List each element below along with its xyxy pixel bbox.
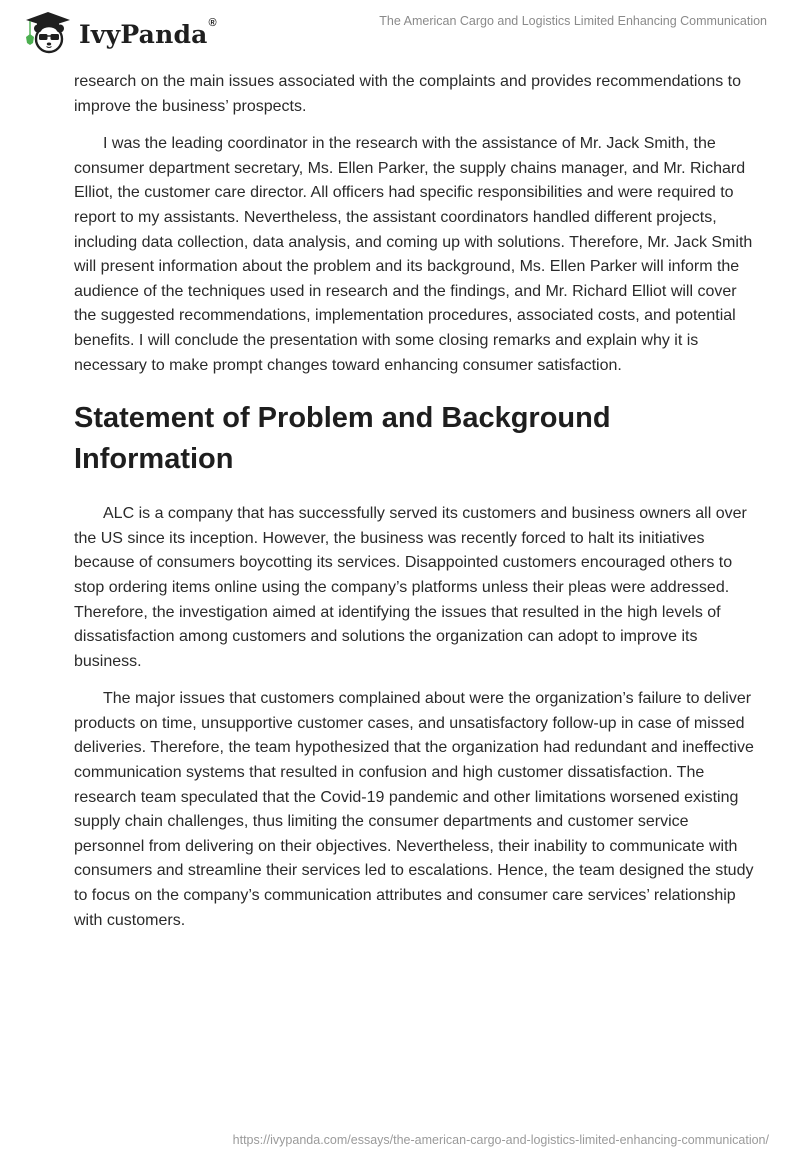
panda-graduate-icon — [20, 10, 76, 54]
brand-name — [79, 16, 217, 49]
paragraph-continuation: research on the main issues associated with the complaints and provides recommendations to improve the business’ prospects. — [74, 73, 742, 115]
paragraph-alc-background: ALC is a company that has successfully served its customers and business owners all over the US since its inception. However, the business was recently forced to halt its initiatives because of consumers boycotting its services. Disappointed customers encouraged others to stop ordering items online using the company’s platforms unless their pleas were addressed. Therefore, the investigation aimed at identifying the issues that resulted in the high levels of dissatisfaction among customers and solutions the organization can adopt to improve its business. — [74, 505, 747, 670]
ivypanda-logo[interactable] — [20, 10, 217, 54]
essay-content — [74, 70, 754, 946]
page-header — [0, 0, 800, 60]
brand-name-text: IvyPanda — [79, 19, 208, 49]
document-title: The American Cargo and Logistics Limited Enhancing Communication — [379, 14, 767, 28]
paragraph-major-issues: The major issues that customers complained about were the organization’s failure to deliver products on time, unsupportive customer cases, and unsatisfactory follow-up in case of missed deliveries. Therefore, the team hypothesized that the organization had redundant and ineffective communication systems that resulted in confusion and high customer dissatisfaction. The research team speculated that the Covid-19 pandemic and other limitations worsened existing supply chain challenges, thus limiting the consumer departments and customer service personnel from delivering on their objectives. Nevertheless, their inability to communicate with consumers and streamline their services led to escalations. Hence, the team designed the study to focus on the company’s communication attributes and consumer care services’ relationship with customers. — [74, 690, 754, 929]
source-url[interactable]: https://ivypanda.com/essays/the-american-cargo-and-logistics-limited-enhancing-communication/ — [232, 1133, 769, 1147]
section-heading-problem-statement: Statement of Problem and Background Information — [74, 402, 611, 476]
registered-mark: ® — [208, 16, 217, 29]
paragraph-coordinators: I was the leading coordinator in the research with the assistance of Mr. Jack Smith, the consumer department secretary, Ms. Ellen Parker, the supply chains manager, and Mr. Richard Elliot, the customer care director. All officers had specific responsibilities and were required to report to my assistants. Nevertheless, the assistant coordinators handled different projects, including data collection, data analysis, and coming up with solutions. Therefore, Mr. Jack Smith will present information about the problem and its background, Ms. Ellen Parker will inform the audience of the techniques used in research and the findings, and Mr. Richard Elliot will cover the suggested recommendations, implementation procedures, associated costs, and potential benefits. I will conclude the presentation with some closing remarks and explain why it is necessary to make prompt changes toward enhancing consumer satisfaction. — [74, 135, 753, 374]
